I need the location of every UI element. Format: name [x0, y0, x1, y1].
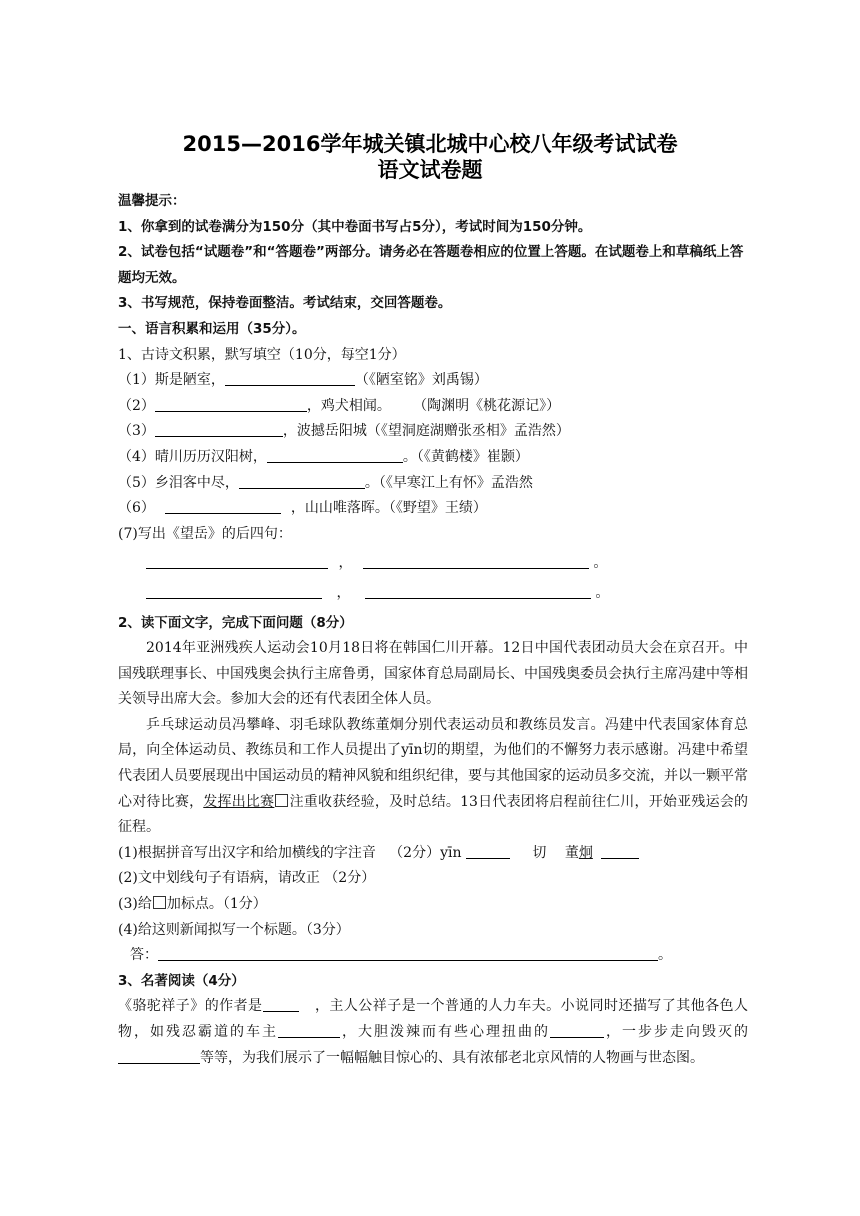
- tip-item: 3、书写规范，保持卷面整洁。考试结束，交回答题卷。: [118, 295, 452, 312]
- exam-subtitle: 语文试卷题: [377, 158, 483, 182]
- underlined-sentence: 发挥出比赛: [203, 793, 275, 810]
- poem-answer-row: ， 。: [118, 551, 748, 577]
- q2-heading: 2、读下面文字，完成下面问题（8分）: [118, 614, 353, 631]
- answer-blank[interactable]: [278, 1023, 340, 1038]
- q3-heading: 3、名著阅读（4分）: [118, 972, 245, 989]
- q1-heading: 1、古诗文积累，默写填空（10分，每空1分）: [118, 346, 406, 363]
- q1-item: （5）乡泪客中尽， 。（《早寒江上有怀》孟浩然: [118, 474, 533, 491]
- answer-blank[interactable]: [263, 997, 299, 1012]
- answer-blank[interactable]: [158, 946, 658, 961]
- answer-blank[interactable]: [267, 448, 403, 463]
- answer-blank[interactable]: [118, 1049, 200, 1064]
- answer-blank[interactable]: [550, 1023, 604, 1038]
- q1-item-7: (7)写出《望岳》的后四句：: [118, 525, 292, 542]
- part1-heading: 一、语言积累和运用（35分）。: [118, 320, 306, 337]
- answer-blank[interactable]: [155, 422, 283, 437]
- news-paragraph: 乒乓球运动员冯攀峰、羽毛球队教练董炯分别代表运动员和教练员发言。冯建中代表国家体育总局，向全体运动员、教练员和工作人员提出了yīn切的期望，为他们的不懈努力表示感谢。冯建中希望代表团人员要展现出中国运动员的精神风貌和组织纪律，要与其他国家的运动员多交流，并以一颗平常心对待比赛，发挥出比赛 注重收获经验，及时总结。13日代表团将启程前往仁川，开始亚残运会的征程。: [118, 716, 748, 836]
- answer-blank[interactable]: [155, 397, 307, 412]
- q1-item: （3） ，波撼岳阳城（《望洞庭湖赠张丞相》孟浩然）: [118, 423, 570, 440]
- answer-blank[interactable]: [365, 584, 591, 599]
- q1-item: （1）斯是陋室， （《陋室铭》刘禹锡）: [118, 372, 488, 389]
- answer-blank[interactable]: [146, 584, 322, 599]
- exam-title: 2015—2016学年城关镇北城中心校八年级考试试卷: [182, 132, 678, 156]
- news-paragraph: 2014年亚洲残疾人运动会10月18日将在韩国仁川开幕。12日中国代表团动员大会在京召开。中国残联理事长、中国残奥会执行主席鲁勇，国家体育总局副局长、中国残奥委员会执行主席冯建中等相关领导出席大会。参加大会的还有代表团全体人员。: [118, 640, 748, 708]
- punctuation-box: [275, 794, 288, 807]
- q1-item: （6） ，山山唯落晖。（《野望》王绩）: [118, 500, 487, 517]
- answer-blank[interactable]: [239, 474, 365, 489]
- answer-blank[interactable]: [225, 371, 355, 386]
- q1-item: （2） ，鸡犬相闻。 （陶渊明《桃花源记》）: [118, 397, 561, 414]
- exam-body: [118, 189, 748, 1071]
- q2-sub-4: (4)给这则新闻拟写一个标题。（3分）: [118, 921, 350, 938]
- q3-text: 《骆驼祥子》的作者是 ，主人公祥子是一个普通的人力车夫。小说同时还描写了其他各色人物，如残忍霸道的车主 ，大胆泼辣而有些心理扭曲的 ，一步步走向毁灭的等等，为我们展示了一幅幅触目惊心的、具有浓郁老北京风情的人物画与世态图。: [118, 998, 748, 1066]
- q2-sub-1: (1)根据拼音写出汉字和给加横线的字注音 （2分）yīn 切 董炯: [118, 841, 748, 867]
- tips-heading: 温馨提示：: [118, 193, 186, 209]
- poem-answer-row: ， 。: [118, 581, 748, 607]
- q1-item: （4）晴川历历汉阳树， 。（《黄鹤楼》崔颢）: [118, 448, 529, 465]
- answer-blank[interactable]: [466, 844, 510, 859]
- punctuation-box: [153, 896, 166, 909]
- answer-blank[interactable]: [601, 844, 639, 859]
- answer-blank[interactable]: [363, 554, 589, 569]
- answer-blank[interactable]: [146, 554, 328, 569]
- q2-sub-2: (2)文中划线句子有语病，请改正 （2分）: [118, 870, 376, 887]
- answer-blank[interactable]: [165, 499, 281, 514]
- answer-line: 答： 。: [130, 947, 672, 964]
- q2-sub-3: (3)给 加标点。（1分）: [118, 896, 267, 913]
- tip-item: 1、你拿到的试卷满分为150分（其中卷面书写占5分），考试时间为150分钟。: [118, 218, 592, 235]
- tip-item: 2、试卷包括“试题卷”和“答题卷”两部分。请务必在答题卷相应的位置上答题。在试题卷上和草稿纸上答题均无效。: [118, 244, 744, 286]
